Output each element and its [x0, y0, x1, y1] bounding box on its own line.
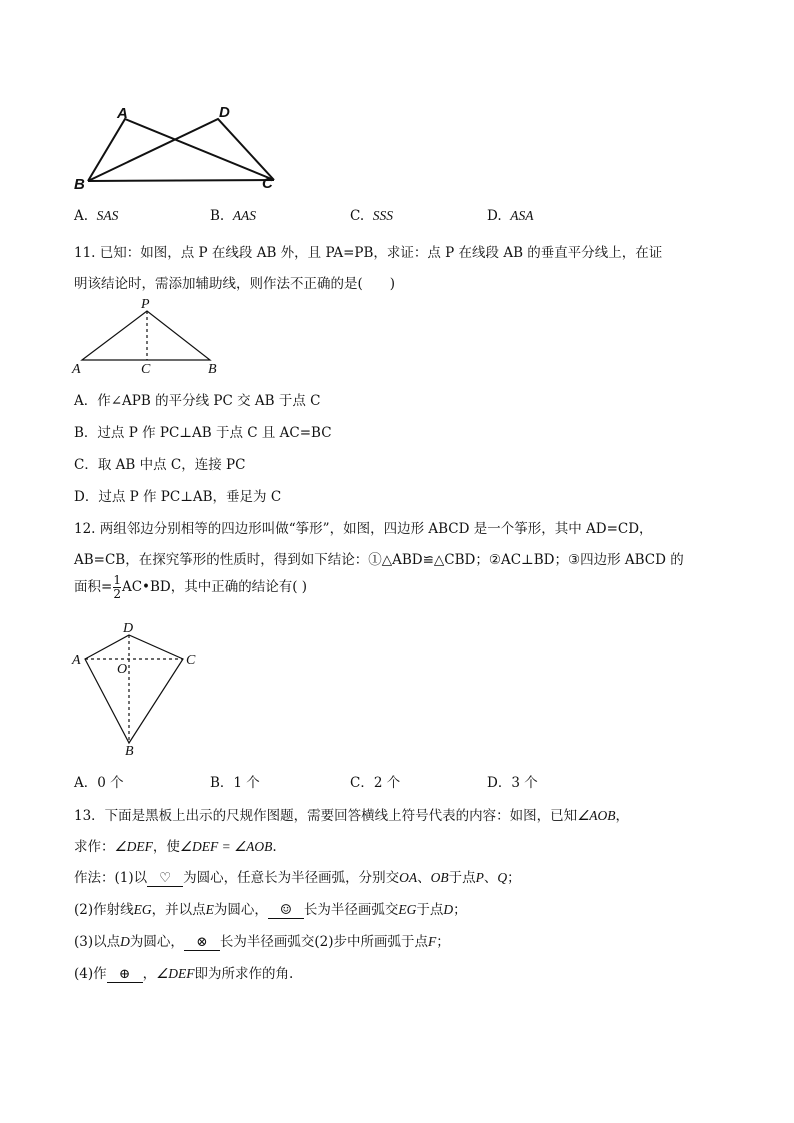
figure-q11-triangle	[66, 296, 236, 376]
point-d: D	[443, 902, 454, 917]
fig11-label-p: P	[141, 297, 150, 312]
option-letter: C．	[350, 775, 374, 791]
point-q: Q	[497, 870, 508, 885]
option-text: ASA	[510, 208, 534, 223]
q11-option-a[interactable]: A．作∠APB 的平分线 PC 交 AB 于点 C	[74, 393, 321, 409]
fig10-label-b: B	[74, 176, 85, 193]
q12-option-a[interactable]	[74, 771, 124, 791]
fraction-one-half	[113, 574, 121, 601]
fig11-label-c: C	[141, 362, 151, 376]
circled-x-symbol-blank[interactable]: ⊗	[184, 934, 220, 951]
option-text: 2 个	[373, 775, 401, 791]
point-f: F	[428, 934, 437, 949]
ray-eg-2: EG	[398, 902, 417, 917]
option-letter: A．	[74, 775, 98, 791]
option-text: SAS	[96, 208, 119, 223]
fig12-label-c: C	[186, 653, 196, 668]
step2-mid4: 于点	[416, 902, 444, 918]
q11-stem-line1: 11. 已知：如图，点 P 在线段 AB 外，且 PA=PB，求证：点 P 在线段 AB 的垂直平分线上，在证	[74, 245, 663, 261]
step4-text: (4)作	[74, 966, 107, 982]
q13-step2	[74, 898, 467, 919]
circled-plus-symbol-blank[interactable]: ⊕	[107, 966, 143, 983]
q12-stem-line2: AB=CB，在探究筝形的性质时，得到如下结论：①△ABD≌△CBD；②AC⊥BD；③四边形 ABCD 的	[74, 552, 684, 568]
figure-q12-kite	[66, 616, 206, 756]
fig11-label-b: B	[208, 362, 217, 376]
q11-stem-line2: 明该结论时，需添加辅助线，则作法不正确的是( )	[74, 276, 396, 292]
q12-line3-pre: 面积=	[74, 579, 113, 595]
q12-option-b[interactable]	[210, 771, 260, 791]
smiley-symbol-blank[interactable]: ☺	[268, 902, 304, 919]
figure-q10-triangles	[70, 100, 280, 195]
fig10-label-a: A	[117, 105, 128, 122]
ray-ob: OB	[430, 870, 449, 885]
step2-mid3: 长为半径画弧交	[303, 902, 399, 918]
heart-symbol-blank[interactable]: ♡	[147, 870, 183, 887]
fig10-label-c: C	[262, 175, 273, 192]
q13-stem-line1	[74, 804, 629, 824]
fig12-label-b: B	[125, 744, 134, 756]
option-letter: A.	[74, 208, 89, 224]
option-text: 0 个	[97, 775, 124, 791]
fraction-numerator: 1	[113, 573, 121, 587]
q12-option-d[interactable]	[487, 771, 538, 791]
q10-option-d[interactable]	[487, 208, 533, 224]
q11-option-b[interactable]: B．过点 P 作 PC⊥AB 于点 C 且 AC=BC	[74, 425, 332, 441]
q13-line1-text: 13．下面是黑板上出示的尺规作图题，需要回答横线上符号代表的内容：如图，已知	[74, 808, 578, 824]
q12-line3-post: AC•BD，其中正确的结论有( )	[121, 579, 308, 595]
fig11-label-a: A	[72, 362, 81, 376]
fig12-label-d: D	[123, 621, 134, 636]
q10-option-b[interactable]	[210, 208, 256, 224]
fig10-label-d: D	[219, 104, 230, 121]
separator: 、	[417, 870, 431, 886]
step3-end: ；	[436, 934, 450, 950]
q13-line2-end: .	[272, 839, 277, 855]
step1-mid: 为圆心，任意长为半径画弧，分别交	[183, 870, 400, 886]
fig12-label-o: O	[117, 662, 128, 677]
option-letter: C.	[350, 208, 365, 224]
q13-angle-aob: ∠AOB	[577, 808, 616, 823]
step3-mid2: 长为半径画弧交(2)步中所画弧于点	[219, 934, 428, 950]
step1-mid2: 于点	[448, 870, 476, 886]
step2-text: (2)作射线	[74, 902, 134, 918]
q12-option-c[interactable]	[350, 771, 400, 791]
q13-line1-end: ，	[615, 808, 630, 824]
option-letter: B.	[210, 208, 225, 224]
q12-stem-line3	[74, 574, 307, 601]
step3-mid: 为圆心，	[129, 934, 184, 950]
separator: 、	[483, 870, 498, 886]
point-d: D	[120, 934, 130, 949]
q13-angle-equation: ∠DEF = ∠AOB	[179, 839, 273, 854]
fig12-label-a: A	[72, 653, 81, 668]
q13-stem-line2	[74, 835, 277, 855]
q11-option-d[interactable]: D．过点 P 作 PC⊥AB，垂足为 C	[74, 489, 282, 505]
step2-end: ；	[453, 902, 467, 918]
step4-end: 即为所求作的角.	[194, 966, 294, 982]
option-text: 1 个	[233, 775, 260, 791]
q10-option-a[interactable]	[74, 208, 118, 224]
option-text: AAS	[232, 208, 257, 223]
step2-mid2: 为圆心，	[213, 902, 268, 918]
step1-text: 作法：(1)以	[74, 870, 148, 886]
q13-line2-text: 求作：	[74, 839, 115, 855]
q13-step4	[74, 962, 293, 983]
q13-step1	[74, 866, 521, 887]
option-letter: D.	[487, 208, 502, 224]
step2-mid: ，并以点	[151, 902, 206, 918]
q13-line2-mid: ，使	[152, 839, 180, 855]
option-letter: B．	[210, 775, 234, 791]
option-letter: D．	[487, 775, 512, 791]
option-text: 3 个	[511, 775, 538, 791]
q13-step3	[74, 930, 450, 951]
step3-text: (3)以点	[74, 934, 121, 950]
angle-def: ∠DEF	[156, 966, 195, 981]
q12-stem-line1: 12. 两组邻边分别相等的四边形叫做“筝形”，如图，四边形 ABCD 是一个筝形，其中 AD=CD，	[74, 521, 653, 537]
ray-eg: EG	[133, 902, 152, 917]
step4-mid: ，	[142, 966, 157, 982]
q13-angle-def: ∠DEF	[114, 839, 153, 854]
ray-oa: OA	[399, 870, 418, 885]
fraction-denominator: 2	[113, 587, 121, 601]
point-e: E	[205, 902, 214, 917]
q11-option-c[interactable]: C．取 AB 中点 C，连接 PC	[74, 457, 246, 473]
step1-end: ；	[507, 870, 521, 886]
point-p: P	[475, 870, 484, 885]
q10-option-c[interactable]	[350, 208, 393, 224]
option-text: SSS	[372, 208, 393, 223]
